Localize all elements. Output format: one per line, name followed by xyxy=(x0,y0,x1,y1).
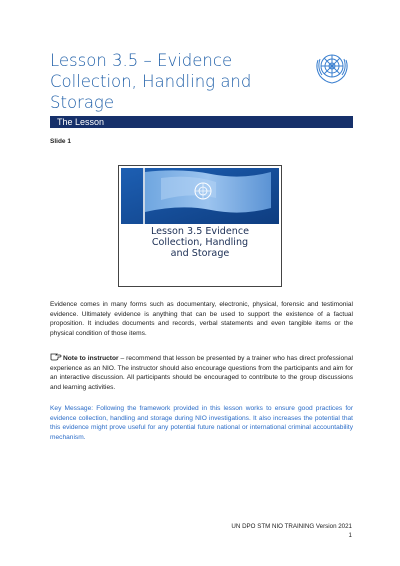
un-flag-photo xyxy=(121,168,279,224)
footer xyxy=(231,522,352,540)
section-label: The Lesson xyxy=(57,117,105,127)
instructor-note xyxy=(50,352,353,392)
slide-title: Lesson 3.5 Evidence Collection, Handling and Storage xyxy=(150,226,250,259)
pointing-hand-icon xyxy=(50,352,62,361)
slide-label: Slide 1 xyxy=(50,138,71,145)
page-title: Lesson 3.5 – Evidence Collection, Handling and Storage xyxy=(50,51,252,112)
page-number: 1 xyxy=(348,532,352,539)
paragraph-evidence: Evidence comes in many forms such as documentary, electronic, physical, forensic and testimonial evidence. Ultimately evidence is anything that can be used to support the existence of a factual proposition. It includes documents and records, verbal statements and even tangible items or the physical condition of those items. xyxy=(50,301,353,337)
key-label: Key Message: xyxy=(50,405,94,412)
footer-version: UN DPO STM NIO TRAINING Version 2021 xyxy=(231,523,352,530)
note-label: Note to instructor xyxy=(63,355,119,362)
section-bar xyxy=(50,116,353,128)
key-message xyxy=(50,404,353,442)
note-text: – recommend that lesson be presented by a trainer who has direct professional experience as an NIO. The instructor should also encourage questions from the participants and aim for an interactive discussion. All participants should be encouraged to contribute to the group discussions and learning activities. xyxy=(50,355,353,391)
slide-thumbnail xyxy=(118,165,282,287)
key-text: Following the framework provided in this lesson works to ensure good practices for evidence collection, handling and storage during NIO investigations. It also increases the potential that this evidence might prove useful for any potential future national or international criminal accountability mechanism. xyxy=(50,405,354,441)
un-emblem-icon xyxy=(312,50,352,86)
